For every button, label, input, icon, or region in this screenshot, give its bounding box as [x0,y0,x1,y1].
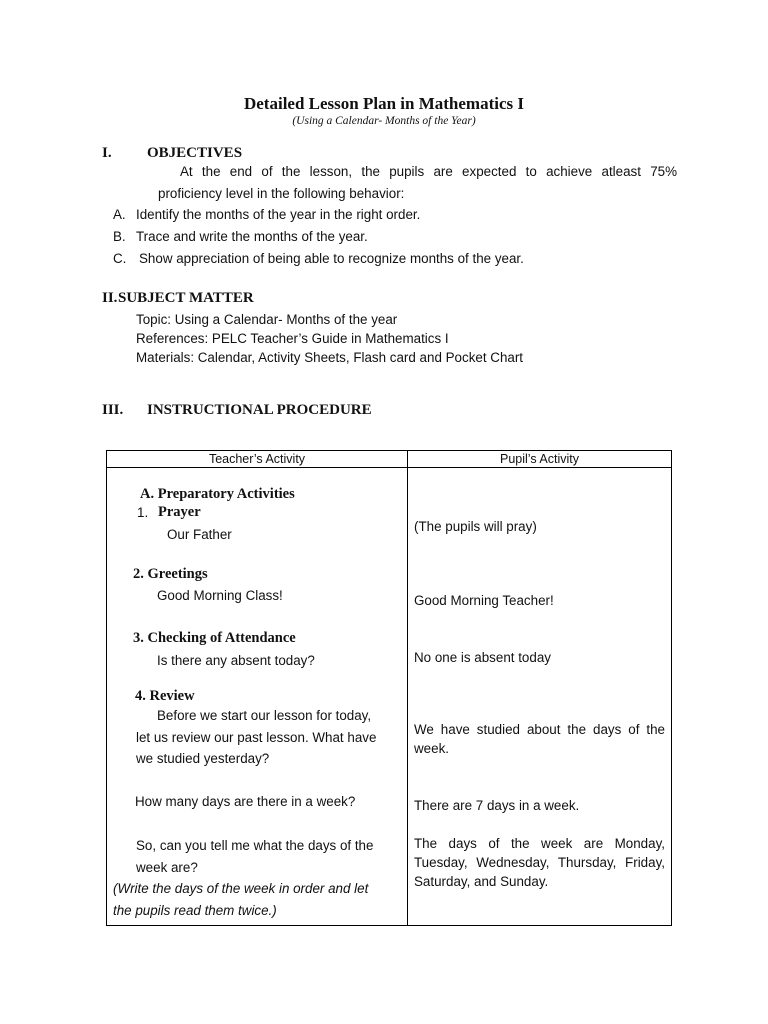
review-pupil-line1: We have studied about the days of the [414,722,665,737]
document-title: Detailed Lesson Plan in Mathematics I [243,94,525,113]
greetings-title: 2. Greetings [133,566,208,582]
attendance-teacher-text: Is there any absent today? [157,653,315,668]
objective-b-letter: B. [113,229,126,244]
activity-table [106,450,672,926]
subject-materials: Materials: Calendar, Activity Sheets, Flash card and Pocket Chart [136,350,524,365]
table-header-divider [107,467,671,468]
review-title: 4. Review [135,688,195,704]
subject-references: References: PELC Teacher’s Guide in Mathematics I [136,331,449,346]
subject-matter-numeral: II. [102,290,118,306]
objective-c-text: Show appreciation of being able to recognize months of the year. [139,251,524,266]
procedure-heading: INSTRUCTIONAL PROCEDURE [147,402,372,418]
days-question-teacher: How many days are there in a week? [135,794,356,809]
tell-days-teacher-line1: So, can you tell me what the days of the [136,838,374,853]
objectives-heading: OBJECTIVES [147,145,243,161]
prayer-pupil-text: (The pupils will pray) [414,519,537,534]
review-pupil-line2: week. [414,741,449,756]
subject-matter-heading: SUBJECT MATTER [118,290,254,306]
prayer-teacher-text: Our Father [167,527,232,542]
objective-b-text: Trace and write the months of the year. [136,229,368,244]
tell-days-pupil-line2: Tuesday, Wednesday, Thursday, Friday, [414,855,665,870]
objective-c-letter: C. [113,251,127,266]
objectives-numeral: I. [102,145,112,161]
tell-days-pupil-line1: The days of the week are Monday, [414,836,665,851]
objectives-intro-line1: At the end of the lesson, the pupils are expected to achieve atleast 75% [180,164,677,179]
tell-days-teacher-line2: week are? [136,860,198,875]
prayer-title: Prayer [158,504,201,520]
greetings-teacher-text: Good Morning Class! [157,588,283,603]
instruction-line1: (Write the days of the week in order and let [113,881,369,896]
attendance-pupil-text: No one is absent today [414,650,551,665]
review-teacher-line1: Before we start our lesson for today, [157,708,372,723]
review-teacher-line2: let us review our past lesson. What have [136,730,377,745]
subject-topic: Topic: Using a Calendar- Months of the year [136,312,398,327]
attendance-title: 3. Checking of Attendance [133,630,296,646]
objective-a-letter: A. [113,207,126,222]
column-header-pupil: Pupil’s Activity [500,452,579,466]
procedure-numeral: III. [102,402,124,418]
document-subtitle: (Using a Calendar- Months of the Year) [292,115,476,127]
column-header-teacher: Teacher’s Activity [208,452,306,466]
instruction-line2: the pupils read them twice.) [113,903,277,918]
review-teacher-line3: we studied yesterday? [136,751,270,766]
tell-days-pupil-line3: Saturday, and Sunday. [414,874,549,889]
prayer-number: 1. [137,505,149,520]
days-answer-pupil: There are 7 days in a week. [414,798,580,813]
greetings-pupil-text: Good Morning Teacher! [414,593,554,608]
objectives-intro-line2: proficiency level in the following behavior: [158,186,405,201]
table-column-divider [407,451,408,925]
section-preparatory-activities: A. Preparatory Activities [140,486,295,502]
objective-a-text: Identify the months of the year in the right order. [136,207,421,222]
